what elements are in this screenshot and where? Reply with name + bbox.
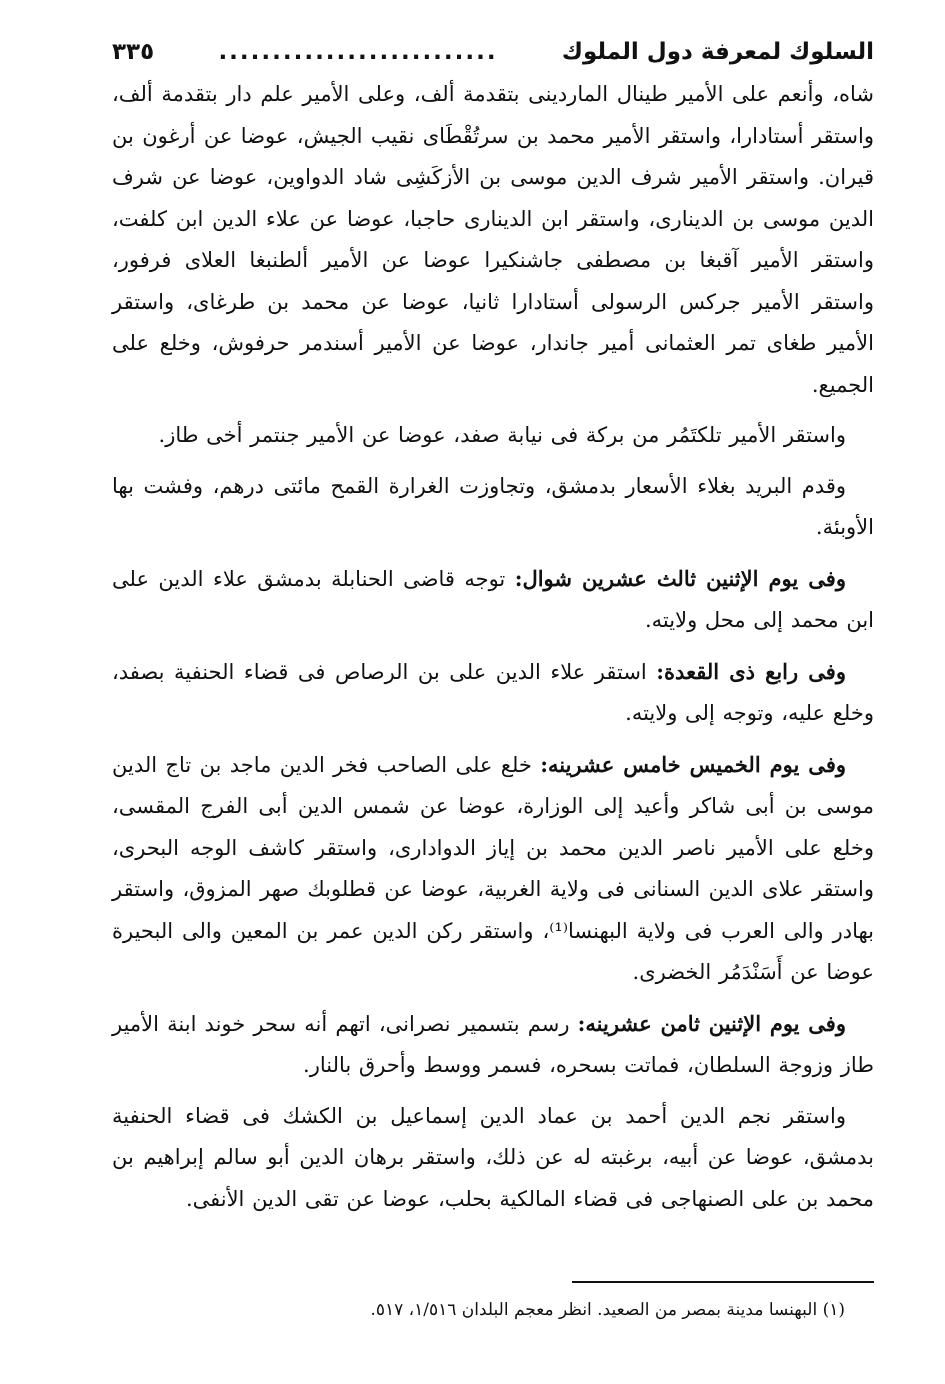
running-header	[112, 30, 874, 74]
paragraph-text: شاه، وأنعم على الأمير طينال الماردينى بتقدمة ألف، وعلى الأمير علم دار بتقدمة ألف، واستقر أستادارا، واستقر الأمير محمد بن سرتُقْطَاى نقيب الجيش، عوضا عن أرغون بن قيران. واستقر الأمير شرف الدين موسى بن الأزكَشِى شاد الدواوين، عوضا عن شرف الدين موسى بن الدينارى، واستقر ابن الدينارى حاجبا، عوضا عن علاء الدين ابن كلفت، واستقر الأمير آقبغا بن مصطفى جاشنكيرا عوضا عن الأمير ألطنبغا العلاى فرفور، واستقر الأمير جركس الرسولى أستادارا ثانيا، عوضا عن محمد بن طرغاى، واستقر الأمير طغاى تمر العثمانى أمير جاندار، عوضا عن الأمير أسندمر حرفوش، وخلع على الجميع.	[112, 82, 874, 397]
paragraph-lead: وفى رابع ذى القعدة:	[656, 658, 846, 684]
paragraph-text: خلع على الصاحب فخر الدين ماجد بن تاج الدين موسى بن أبى شاكر وأعيد إلى الوزارة، عوضا عن شمس الدين أبى الفرج المقسى، وخلع على الأمير ناصر الدين محمد بن إياز الدوادارى، واستقر كاشف الوجه البحرى، واستقر علاى الدين السنانى فى ولاية الغربية، عوضا عن قطلوبك صهر المزوق، واستقر بهادر والى العرب فى ولاية البهنسا⁽¹⁾، واستقر ركن الدين عمر بن المعين والى البحيرة عوضا عن أَسَنْدَمُر الخضرى.	[112, 752, 875, 984]
paragraph-lead: وفى يوم الإثنين ثامن عشرينه:	[577, 1010, 846, 1036]
book-page	[112, 30, 874, 1220]
paragraph	[112, 1003, 874, 1087]
page-number: ٣٣٥	[112, 39, 155, 65]
paragraph-text: توجه قاضى الحنابلة بدمشق علاء الدين على ابن محمد إلى محل ولايته.	[112, 566, 874, 632]
paragraph-lead: وفى يوم الخميس خامس عشرينه:	[540, 751, 846, 777]
paragraph	[112, 651, 874, 735]
footnote: (١) البهنسا مدينة بمصر من الصعيد. انظر معجم البلدان ١/٥١٦، ٥١٧.	[370, 1300, 845, 1320]
paragraph-lead: وفى يوم الإثنين ثالث عشرين شوال:	[514, 565, 846, 591]
footnote-separator	[572, 1281, 874, 1283]
paragraph	[112, 744, 874, 994]
paragraph	[112, 74, 874, 406]
paragraph	[112, 415, 874, 457]
paragraph-text: واستقر نجم الدين أحمد بن عماد الدين إسماعيل بن الكشك فى قضاء الحنفية بدمشق، عوضا عن أبيه، برغبته له عن ذلك، واستقر برهان الدين أبو سالم إبراهيم بن محمد بن على الصنهاجى فى قضاء المالكية بحلب، عوضا عن تقى الدين الأنفى.	[112, 1103, 874, 1211]
paragraph-text: استقر علاء الدين على بن الرصاص فى قضاء الحنفية بصفد، وخلع عليه، وتوجه إلى ولايته.	[112, 659, 874, 725]
paragraph-text: وقدم البريد بغلاء الأسعار بدمشق، وتجاوزت الغرارة القمح مائتى درهم، وفشت بها الأوبئة.	[112, 473, 874, 539]
paragraph	[112, 466, 874, 549]
paragraph	[112, 1096, 874, 1221]
paragraph	[112, 558, 874, 642]
paragraph-text: رسم بتسمير نصرانى، اتهم أنه سحر خوند ابنة الأمير طاز وزوجة السلطان، فماتت بسحره، فسمر ووسط وأحرق بالنار.	[112, 1011, 874, 1077]
header-leader-dots: ..........................	[218, 39, 498, 65]
book-title: السلوك لمعرفة دول الملوك	[561, 39, 874, 65]
paragraph-text: واستقر الأمير تلكتَمُر من بركة فى نيابة صفد، عوضا عن الأمير جنتمر أخى طاز.	[158, 423, 846, 447]
